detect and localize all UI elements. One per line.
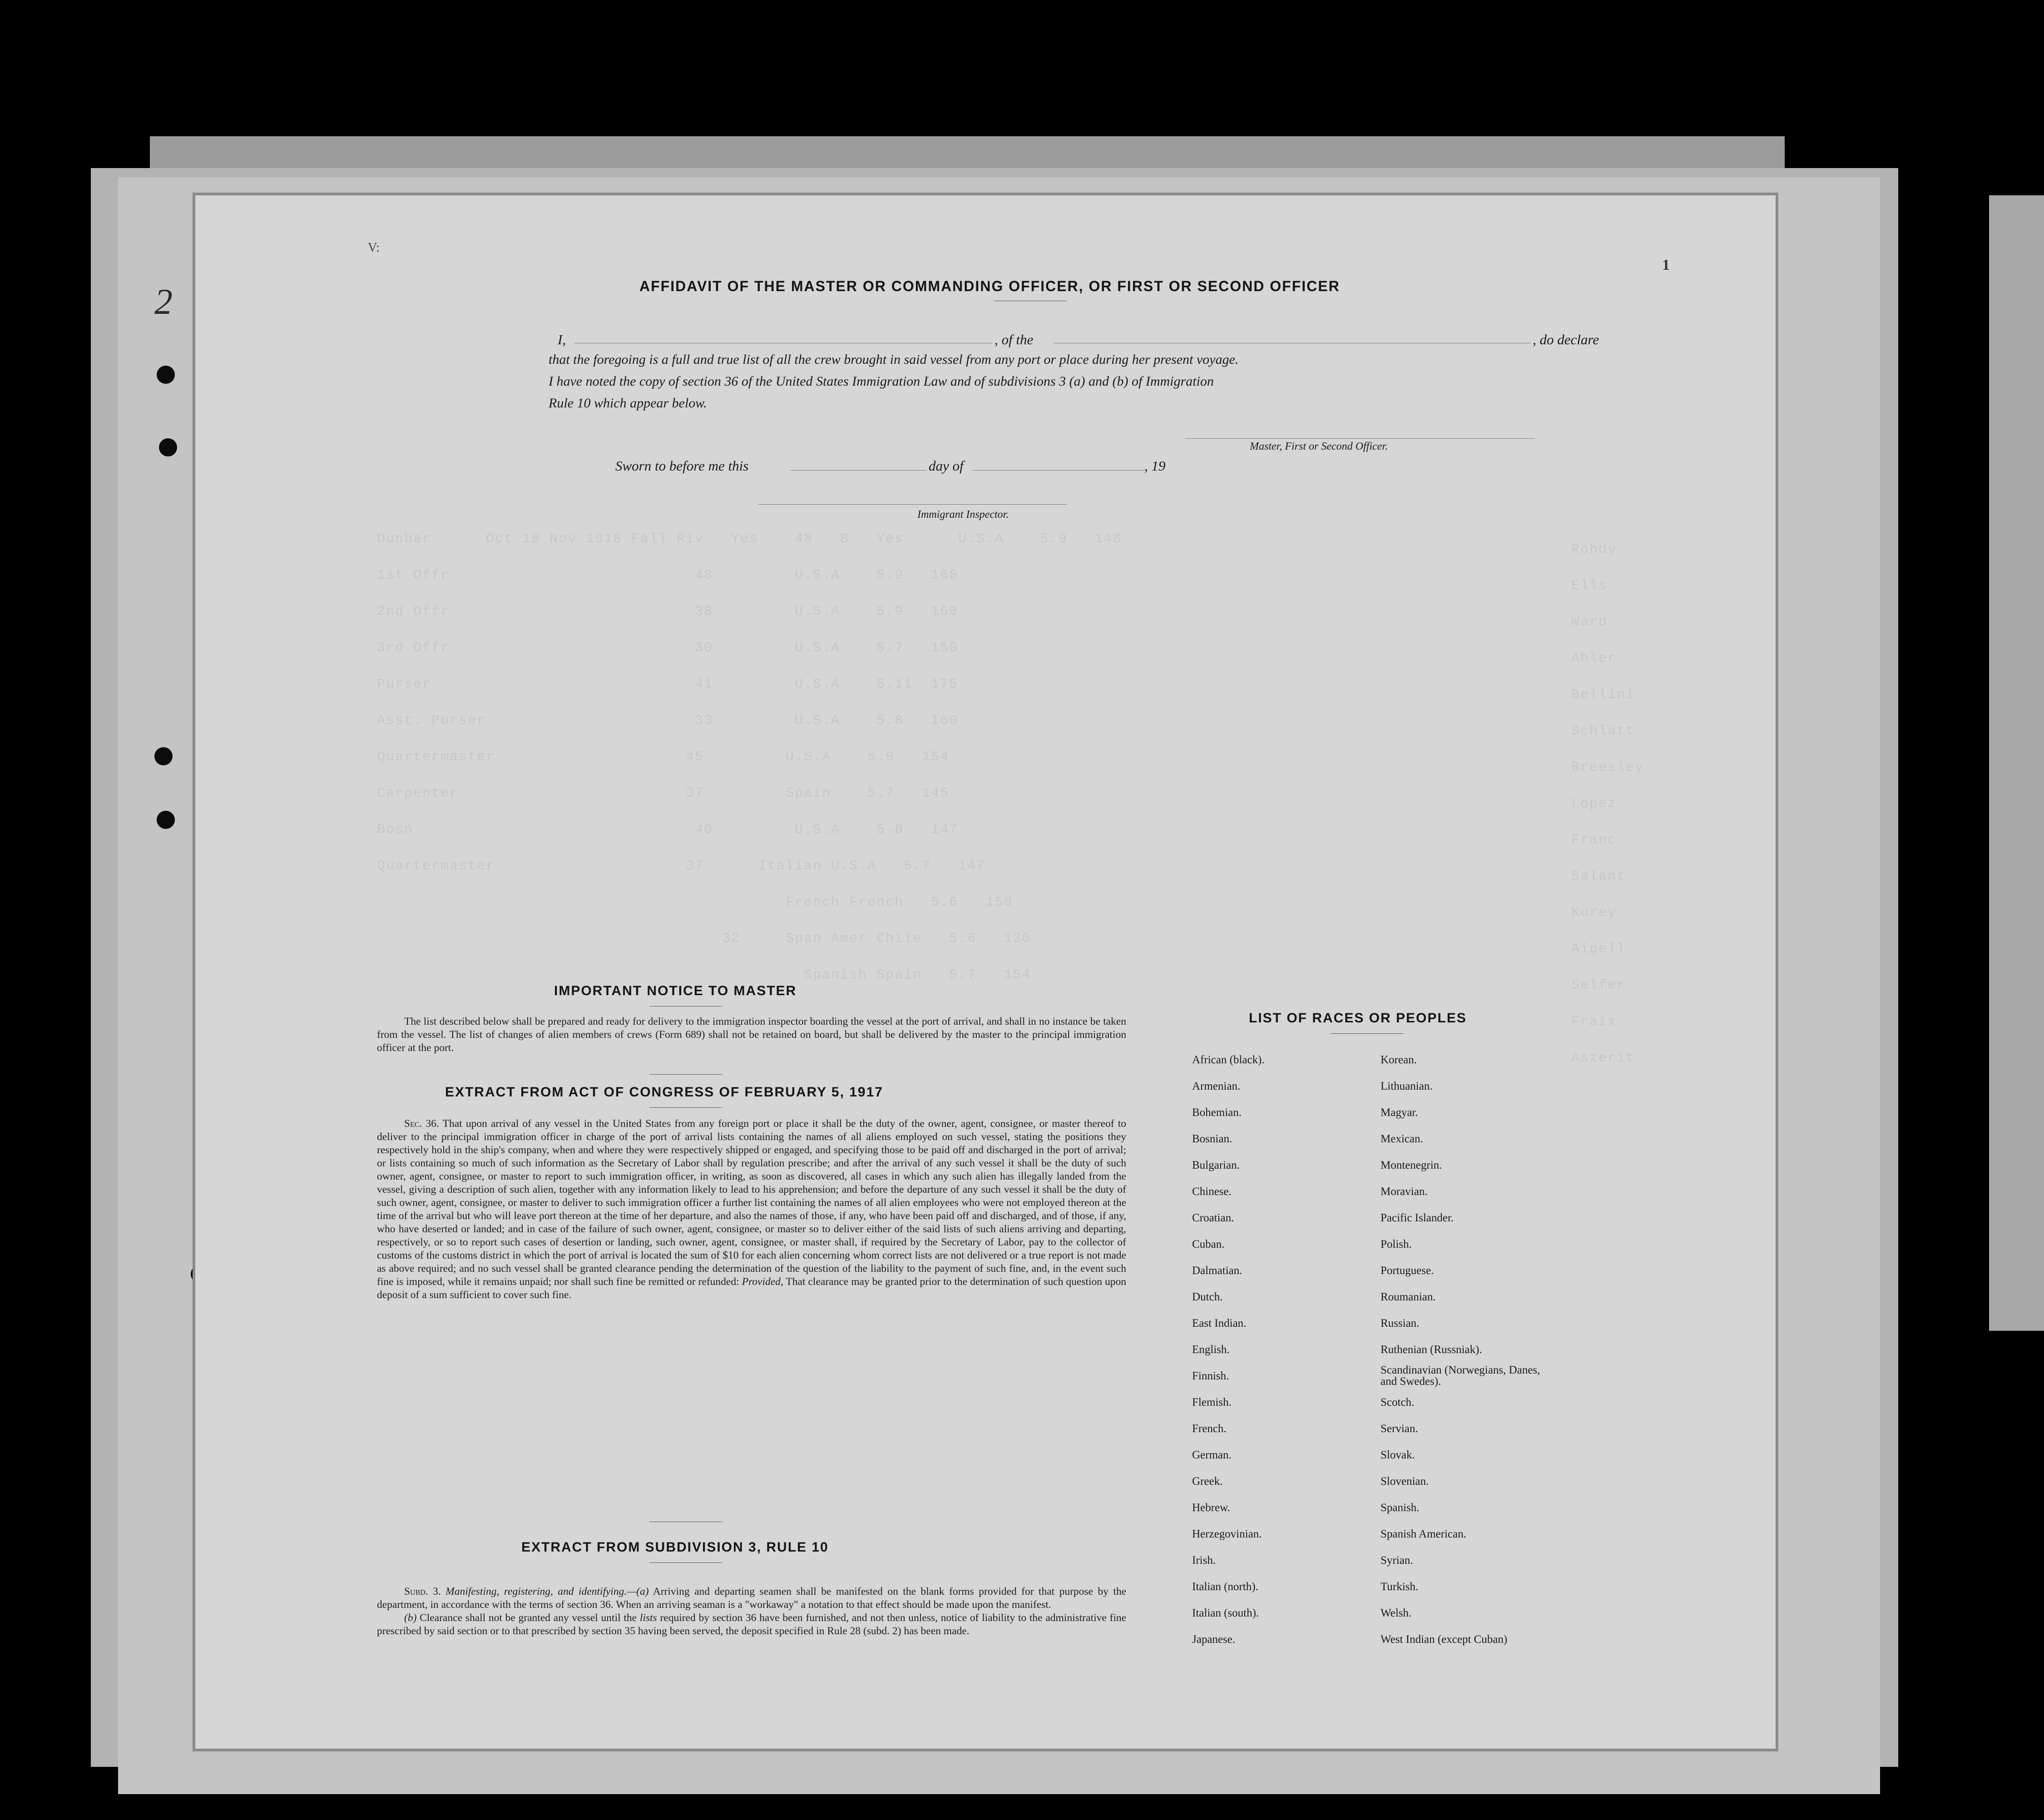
bleed-through-text: 32 Span Amer Chile 5.6 130: [377, 931, 1031, 947]
race-item: Italian (south).: [1192, 1607, 1259, 1619]
sworn-day-of: day of: [929, 458, 964, 474]
sworn-month-blank: [972, 470, 1144, 471]
subd-b-lists: lists: [639, 1612, 657, 1624]
races-title: LIST OF RACES OR PEOPLES: [1249, 1011, 1467, 1026]
right-edge-sheet: [1989, 195, 2044, 1331]
subd-b-label: (b): [404, 1612, 417, 1624]
race-item: Bohemian.: [1192, 1106, 1242, 1119]
notice-underline: [649, 1006, 722, 1007]
race-item: Greek.: [1192, 1475, 1223, 1488]
subdivision-title: EXTRACT FROM SUBDIVISION 3, RULE 10: [521, 1540, 829, 1555]
subd-a-label: —(a): [627, 1586, 649, 1597]
race-item: Syrian.: [1381, 1554, 1413, 1567]
master-signature-label: Master, First or Second Officer.: [1250, 441, 1388, 452]
race-item: Dutch.: [1192, 1291, 1223, 1303]
race-item: Cuban.: [1192, 1238, 1225, 1250]
bleed-through-text: 1st Offr 48 U.S.A 5.9 160: [377, 568, 959, 583]
subd-b-text-1: Clearance shall not be granted any vessel until the: [420, 1612, 637, 1624]
sworn-year: , 19: [1144, 458, 1166, 474]
race-item: Scotch.: [1381, 1396, 1415, 1408]
race-item: Ruthenian (Russniak).: [1381, 1344, 1482, 1356]
race-item: French.: [1192, 1423, 1227, 1435]
race-item: Slovenian.: [1381, 1475, 1429, 1488]
race-item: Montenegrin.: [1381, 1159, 1442, 1171]
bleed-through-text: Asst. Purser 33 U.S.A 5.8 160: [377, 713, 959, 729]
bleed-through-text: French French 5.6 150: [377, 895, 1013, 910]
race-item: Portuguese.: [1381, 1265, 1434, 1277]
bleed-through-text: Dunbar Oct 18 Nov 1918 Fall Riv Yes 48 B Yes U.S.A 5.9 148: [377, 531, 1122, 547]
master-signature-line: [1185, 438, 1535, 439]
act-body-end: That clearance may be granted prior to the determination of such question upon deposit of a sum sufficient to cover such fine.: [377, 1276, 1127, 1301]
bleed-through-text: Purser 41 U.S.A 5.11 175: [377, 677, 959, 692]
race-item: Dalmatian.: [1192, 1265, 1242, 1277]
race-item: Irish.: [1192, 1554, 1216, 1567]
subd-heading: Manifesting, registering, and identifying.: [445, 1586, 627, 1597]
race-item: Flemish.: [1192, 1396, 1232, 1408]
race-item: Korean.: [1381, 1054, 1417, 1066]
act-provided: Provided,: [742, 1276, 783, 1288]
page-number: 1: [1662, 257, 1670, 273]
race-item: Polish.: [1381, 1238, 1412, 1250]
bleed-through-names: Rohdy Ells Ward Ahler Bellini Schlatt Breesley Lopez Franc Salant Kurey Aigell Selfer Fraix Aszerit: [1571, 542, 1644, 1066]
declare-line-3: I have noted the copy of section 36 of the United States Immigration Law and of subdivisions 3 (a) and (b) of Immigration: [549, 374, 1214, 389]
race-item: East Indian.: [1192, 1317, 1247, 1329]
subdivision-text: [377, 1585, 1126, 1638]
races-underline: [1331, 1033, 1403, 1034]
act-underline: [649, 1107, 722, 1108]
race-item: Scandinavian (Norwegians, Danes, and Swedes).: [1381, 1364, 1540, 1388]
act-body: That upon arrival of any vessel in the United States from any foreign port or place it shall be the duty of the owner, agent, consignee, or master thereof to deliver to the principal immigration officer in charge of the port of arrival lists containing the names of all aliens employed on such vessel, stating the positions they respectively hold in the ship's company, when and where they were respectively shipped or engaged, and specifying those to be paid off and discharged in the port of arrival; or lists containing so much of such information as the Secretary of Labor shall by regulation prescribe; and after the arrival of any such vessel it shall be the duty of such owner, agent, consignee, or master to report to such immigration officer, in writing, as soon as discovered, all cases in which any such alien has illegally landed from the vessel, giving a description of such alien, together with any information likely to lead to his apprehension; and before the departure of any such vessel it shall be the duty of such owner, agent, consignee, or master to deliver to such immigration officer a further list containing the names of all alien employees who were not employed thereon at the time of the arrival but who will leave port thereon at the time of her departure, and also the names of those, if any, who have been paid off and discharged, and of those, if any, who have deserted or landed; and in case of the failure of such owner, agent, consignee, or master so to deliver either of the said lists of such aliens arriving and departing, respectively, or so to report such cases of desertion or landing, such owner, agent, consignee, or master shall, if required by the Secretary of Labor, pay to the collector of customs of the customs district in which the port of arrival is located the sum of $10 for each alien concerning whom correct lists are not delivered or a true report is not made as above required; and no such vessel shall be granted clearance pending the determination of the question of the liability to the payment of such fine, and, in the event such fine is imposed, while it remains unpaid; nor shall such fine be remitted or refunded:: [377, 1118, 1127, 1288]
notice-paragraph: The list described below shall be prepared and ready for delivery to the immigration inspector boarding the vessel at the port of arrival, and shall in no instance be taken from the vessel. The list of changes of alien members of crews (Form 689) shall not be retained on board, but shall be delivered by the master to the principal immigration officer at the port.: [377, 1016, 1126, 1054]
race-item: Chinese.: [1192, 1185, 1232, 1198]
race-item: Servian.: [1381, 1423, 1418, 1435]
subdivision-underline: [649, 1562, 722, 1563]
race-item: Bosnian.: [1192, 1133, 1232, 1145]
subdivision-paragraph-a: [377, 1585, 1126, 1612]
inspector-label: Immigrant Inspector.: [917, 509, 1009, 521]
race-item: Croatian.: [1192, 1212, 1234, 1224]
bleed-through-text: Bosn 40 U.S.A 5.8 147: [377, 822, 959, 838]
race-item: Spanish.: [1381, 1502, 1420, 1514]
affidavit-title: AFFIDAVIT OF THE MASTER OR COMMANDING OFFICER, OR FIRST OR SECOND OFFICER: [639, 278, 1340, 294]
race-item: African (black).: [1192, 1054, 1265, 1066]
act-title: EXTRACT FROM ACT OF CONGRESS OF FEBRUARY 5, 1917: [445, 1085, 883, 1100]
race-item: Bulgarian.: [1192, 1159, 1240, 1171]
race-item: Mexican.: [1381, 1133, 1423, 1145]
notice-text: [377, 1015, 1126, 1055]
notice-divider: [649, 1074, 722, 1075]
race-item: Japanese.: [1192, 1633, 1236, 1646]
race-item: West Indian (except Cuban): [1381, 1633, 1508, 1646]
race-item: Finnish.: [1192, 1370, 1229, 1382]
bleed-through-text: Spanish Spain 5.7 154: [377, 967, 1031, 983]
bleed-through-text: 3rd Offr 30 U.S.A 5.7 150: [377, 640, 959, 656]
bleed-through-text: Carpenter 37 Spain 5.7 145: [377, 786, 950, 801]
race-item: Spanish American.: [1381, 1528, 1466, 1540]
affidavit-page: [195, 195, 1776, 1749]
race-item: Pacific Islander.: [1381, 1212, 1454, 1224]
declare-text: , do declare: [1533, 332, 1599, 347]
act-text: [377, 1117, 1126, 1302]
subd-label: Subd. 3.: [404, 1586, 441, 1597]
race-item: Herzegovinian.: [1192, 1528, 1262, 1540]
declare-of-the: , of the: [995, 332, 1034, 347]
race-item: Italian (north).: [1192, 1581, 1258, 1593]
race-item: Russian.: [1381, 1317, 1420, 1329]
bleed-through-text: Quartermaster 37 Italian U.S.A 5.7 147: [377, 858, 986, 874]
sworn-text: Sworn to before me this: [615, 458, 749, 474]
punch-hole: [159, 438, 177, 456]
race-item: English.: [1192, 1344, 1230, 1356]
race-item: Armenian.: [1192, 1080, 1241, 1092]
sworn-day-blank: [790, 470, 926, 471]
race-item: Welsh.: [1381, 1607, 1412, 1619]
act-paragraph: [377, 1117, 1126, 1302]
margin-mark: V:: [368, 241, 380, 255]
race-item: Slovak.: [1381, 1449, 1415, 1461]
corner-mark: 2: [154, 282, 173, 322]
punch-hole: [154, 747, 173, 765]
race-item: German.: [1192, 1449, 1232, 1461]
declare-i: I,: [558, 332, 566, 347]
subdivision-paragraph-b: [377, 1612, 1126, 1638]
subd-b-text-2: required by section 36 have been furnished, and not then unless, notice of liability to the administrative fine prescribed by said section or to that prescribed by section 35 having been served, the deposit specified in Rule 28 (subd. 2) has been made.: [377, 1612, 1127, 1637]
subd-a-text: Arriving and departing seamen shall be manifested on the blank forms provided for that purpose by the department, in accordance with the terms of section 36. When an arriving seaman is a "workaway" a notation to that effect should be made upon the manifest.: [377, 1586, 1126, 1611]
race-item: Hebrew.: [1192, 1502, 1230, 1514]
declare-line-2: that the foregoing is a full and true list of all the crew brought in said vessel from any port or place during her present voyage.: [549, 352, 1239, 367]
race-item: Roumanian.: [1381, 1291, 1436, 1303]
race-item: Magyar.: [1381, 1106, 1418, 1119]
bleed-through-text: 2nd Offr 38 U.S.A 5.9 160: [377, 604, 959, 620]
punch-hole: [157, 366, 175, 384]
race-item: Moravian.: [1381, 1185, 1428, 1198]
notice-title: IMPORTANT NOTICE TO MASTER: [554, 983, 797, 998]
punch-hole: [157, 811, 175, 829]
race-item: Turkish.: [1381, 1581, 1419, 1593]
section-label: Sec. 36.: [404, 1118, 439, 1130]
declare-line-4: Rule 10 which appear below.: [549, 396, 707, 411]
inspector-signature-line: [758, 504, 1067, 505]
race-item: Lithuanian.: [1381, 1080, 1433, 1092]
bleed-through-text: Quartermaster 45 U.S.A 5.9 154: [377, 749, 950, 765]
